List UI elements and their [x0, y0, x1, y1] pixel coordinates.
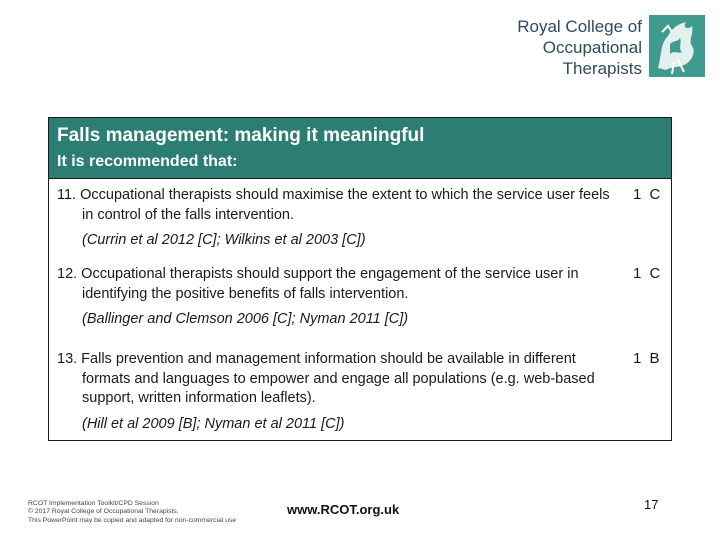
footer-line-2: © 2017 Royal College of Occupational Therapists. — [28, 508, 179, 516]
recommendation-citation: (Currin et al 2012 [C]; Wilkins et al 2003 [C]) — [82, 232, 366, 248]
recommendation-text: 11. Occupational therapists should maximise the extent to which the service user feels in control of the falls intervention. — [57, 187, 610, 223]
footer-line-3: This PowerPoint may be copied and adapted for non-commercial use — [28, 516, 237, 524]
footer-website-link[interactable]: www.RCOT.org.uk — [287, 502, 400, 517]
recommendation-citation: (Hill et al 2009 [B]; Nyman et al 2011 [C]) — [82, 415, 345, 432]
recommendation-citation: (Ballinger and Clemson 2006 [C]; Nyman 2011 [C]) — [82, 311, 409, 327]
logo-line-3: Therapists — [562, 59, 642, 78]
rcot-logo — [506, 14, 706, 80]
logo-wordmark — [517, 16, 642, 79]
table-header — [49, 118, 671, 179]
footer-line-1: RCOT Implementation Toolkit/CPD Session — [28, 500, 159, 507]
recommendation-grade: 1 C — [633, 265, 663, 282]
heraldic-crest-icon — [648, 14, 706, 78]
footer-copyright — [28, 500, 278, 525]
page-number: 17 — [644, 497, 659, 512]
recommendation-text: 12. Occupational therapists should support the engagement of the service user in identifying the positive benefits of falls intervention. — [57, 266, 579, 302]
recommendation-text: 13. Falls prevention and management information should be available in different formats and languages to empower and engage all populations (e.g. web-based support, written information leaflets). — [57, 351, 595, 406]
recommendation-grade: 1 B — [633, 350, 662, 367]
logo-line-2: Occupational — [542, 38, 642, 57]
table-title: Falls management: making it meaningful — [57, 125, 425, 146]
logo-line-1: Royal College of — [517, 17, 642, 36]
recommendations-table — [48, 117, 672, 441]
recommendation-grade: 1 C — [633, 186, 663, 203]
table-subtitle: It is recommended that: — [57, 153, 238, 170]
